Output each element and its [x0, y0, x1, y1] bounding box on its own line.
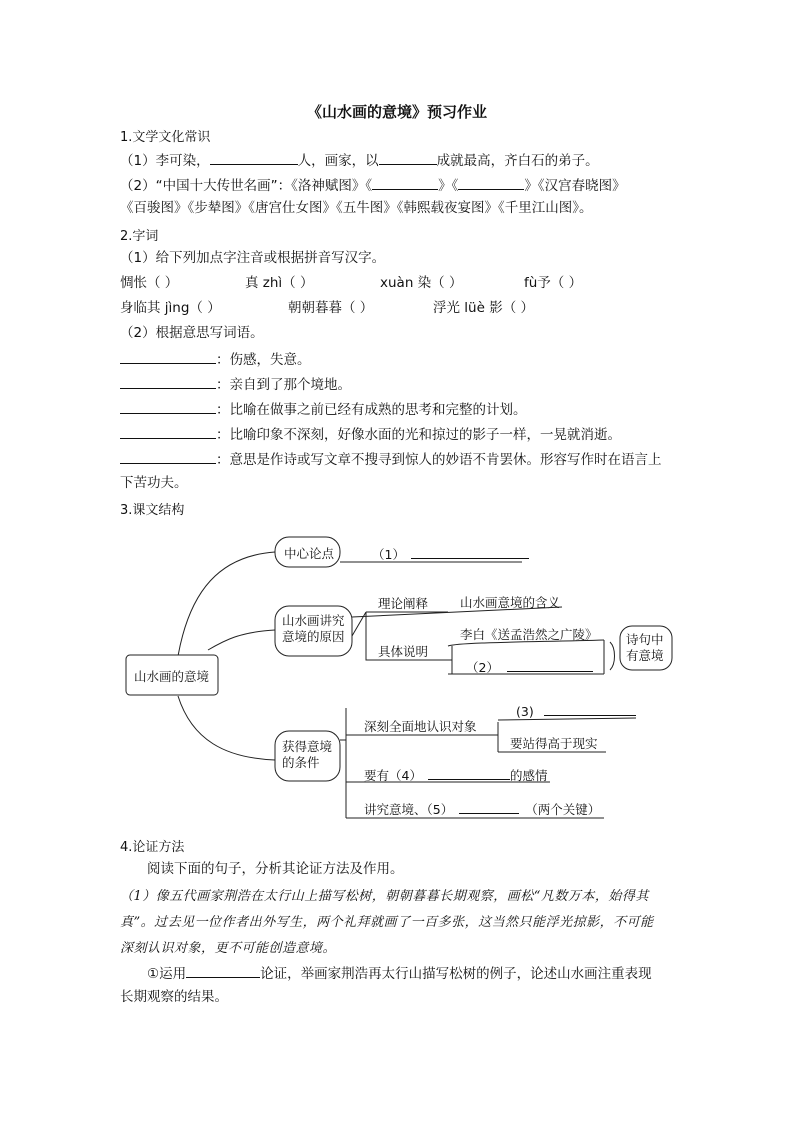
b2-brace: [610, 642, 615, 670]
mindmap-root: 山水画的意境: [134, 669, 210, 684]
s4-passage-line3: 深刻认识对象，更不可能创造意境。: [120, 941, 337, 956]
s4-answer-prefix: ①运用: [147, 966, 187, 982]
s4-passage-line1: （1）像五代画家荆浩在太行山上描写松树，朝朝暮暮长期观察，画松“凡数万本，始得其: [120, 889, 649, 904]
b3-item3-label: (3): [516, 704, 534, 719]
b2-item2: [466, 657, 593, 676]
curve-root-b2: [208, 630, 275, 650]
b3-blank-5[interactable]: [459, 799, 519, 814]
s4-answer-line1: [147, 963, 652, 983]
s2-r2-2: 朝朝暮暮（ ）: [288, 300, 374, 316]
s4-intro: 阅读下面的句子，分析其论证方法及作用。: [147, 861, 404, 877]
curve-root-b3: [178, 696, 275, 760]
s2-r2-3: 浮光 lüè 影（ ）: [433, 300, 534, 316]
def-text-2: ：亲自到了那个境地。: [216, 377, 351, 393]
section-1-heading: 1.文学文化常识: [120, 130, 211, 145]
s4-blank-1[interactable]: [186, 963, 260, 978]
b2-item2-label: （2）: [466, 660, 499, 675]
poem-box-line2: 有意境: [626, 648, 664, 663]
poem-box-line1: 诗句中: [626, 632, 664, 647]
b2-blank[interactable]: [507, 657, 593, 672]
s2-r1-1: 惆怅（ ）: [120, 275, 179, 291]
s1-q2-part-c: 》《汉宫春晓图》: [524, 178, 626, 194]
def-cont: 下苦功夫。: [120, 475, 188, 491]
b3-have: [364, 765, 547, 784]
b2-theory-value: 山水画意境的含义: [460, 595, 561, 610]
b2-poem: 李白《送孟浩然之广陵》: [460, 627, 598, 642]
b2-label-line2: 意境的原因: [282, 629, 345, 644]
b3-blank-4[interactable]: [428, 765, 510, 780]
b2-poem-box-label: [626, 632, 664, 664]
def-text-4: ：比喻印象不深刻，好像水面的光和掠过的影子一样，一晃就消逝。: [216, 427, 621, 443]
s1-q2-part-b: 》《: [438, 178, 459, 194]
s2-q1: （1）给下列加点字注音或根据拼音写汉字。: [120, 250, 386, 266]
b3-exp-label: 讲究意境、（5）: [364, 802, 454, 817]
b1-label: 中心论点: [284, 546, 335, 561]
section-3-heading: 3.课文结构: [120, 503, 185, 518]
s4-answer-line2: 长期观察的结果。: [120, 989, 228, 1005]
b3-blank-3[interactable]: [544, 701, 636, 716]
s1-q1-part-a: （1）李可染，: [120, 153, 210, 169]
s2-r2-1: 身临其 jìng（ ）: [120, 300, 221, 316]
b2-detail: 具体说明: [378, 644, 429, 659]
s1-q1-part-c: 成就最高，齐白石的弟子。: [436, 153, 599, 169]
b3-label-line2: 的条件: [282, 755, 320, 770]
b1-blank[interactable]: [411, 544, 529, 559]
b1-item1-label: （1）: [372, 547, 405, 562]
b3-have-label: 要有（4）: [364, 768, 422, 783]
b1-item1: [372, 544, 529, 563]
def-text-3: ：比喻在做事之前已经有成熟的思考和完整的计划。: [216, 402, 527, 418]
b3-exp: [364, 799, 600, 818]
def-text-1: ：伤感，失意。: [216, 352, 311, 368]
s4-passage-line2: 真”。过去见一位作者出外写生，两个礼拜就画了一百多张，这当然只能浮光掠影，不可能: [120, 915, 654, 930]
s2-r1-2: 真 zhì（ ）: [245, 275, 314, 291]
b3-know: 深刻全面地认识对象: [364, 719, 477, 734]
s1-q2-part-a: （2）“中国十大传世名画”：《洛神赋图》《: [120, 178, 373, 194]
s2-q2: （2）根据意思写词语。: [120, 325, 264, 341]
b3-label: [282, 739, 332, 771]
b3-exp-suffix: （两个关键）: [525, 802, 601, 817]
b3-item3: [516, 701, 636, 719]
def-text-5: ：意思是作诗或写文章不搜寻到惊人的妙语不肯罢休。形容写作时在语言上: [216, 452, 662, 468]
page-title: 《山水画的意境》预习作业: [306, 103, 487, 121]
b3-have-suffix: 的感情: [509, 768, 548, 783]
b2-theory: 理论阐释: [378, 596, 429, 611]
s2-r1-3: xuàn 染（ ）: [380, 275, 463, 291]
b3-high: 要站得高于现实: [510, 736, 598, 751]
b2-label-line1: 山水画讲究: [282, 613, 345, 628]
s1-q1-part-b: 人，画家，以: [297, 153, 379, 169]
s2-r1-4: fù予（ ）: [524, 275, 583, 291]
section-4-heading: 4.论证方法: [120, 840, 185, 855]
b2-label: [282, 613, 345, 645]
section-2-heading: 2.字词: [120, 229, 159, 244]
b3-label-line1: 获得意境: [282, 739, 333, 754]
s1-q2-line2: 《百骏图》《步辇图》《唐宫仕女图》《五牛图》《韩熙载夜宴图》《千里江山图》。: [120, 200, 593, 216]
s4-answer-text: 论证，举画家荆浩再太行山描写松树的例子，论述山水画注重表现: [260, 966, 652, 982]
